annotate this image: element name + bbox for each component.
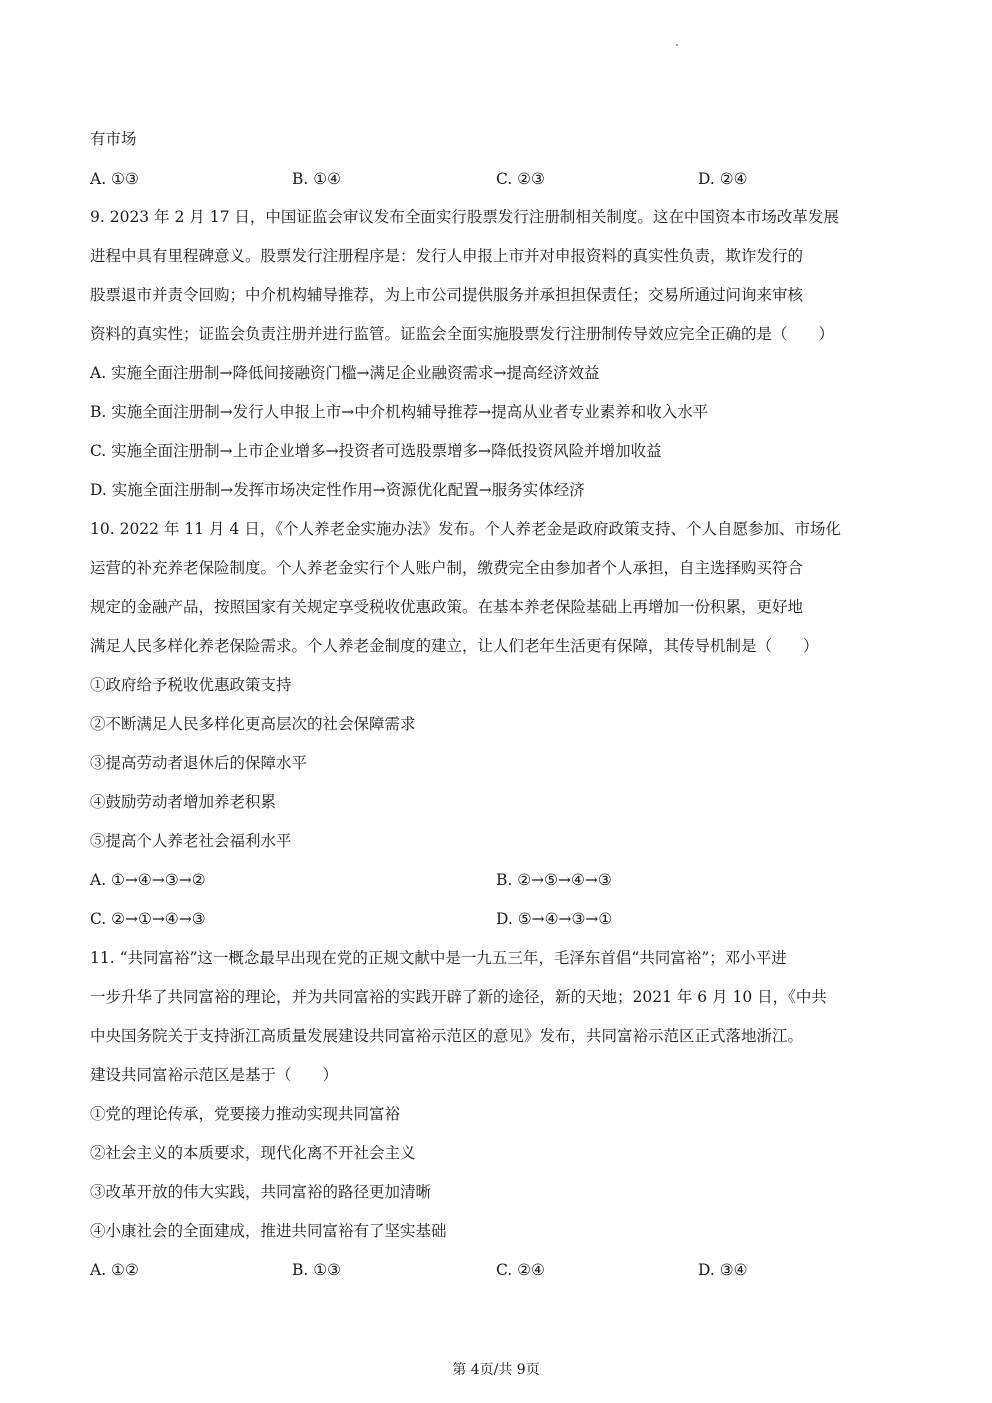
q10-line: 满足人民多样化养老保险需求。个人养老金制度的建立，让人们老年生活更有保障，其传导机制是（ ） xyxy=(90,637,819,655)
q10-line: 运营的补充养老保险制度。个人养老金实行个人账户制，缴费完全由参加者个人承担，自主选择购买符合 xyxy=(90,559,804,577)
q11-line: 中央国务院关于支持浙江高质量发展建设共同富裕示范区的意见》发布，共同富裕示范区正式落地浙江。 xyxy=(90,1027,804,1045)
q9-option-c: C. 实施全面注册制→上市企业增多→投资者可选股票增多→降低投资风险并增加收益 xyxy=(90,442,662,460)
q10-item: ④鼓励劳动者增加养老积累 xyxy=(90,793,277,811)
q8-option-c: C. ②③ xyxy=(496,170,545,188)
q11-option-c: C. ②④ xyxy=(496,1261,545,1279)
q9-line: 9. 2023 年 2 月 17 日，中国证监会审议发布全面实行股票发行注册制相关制度。这在中国资本市场改革发展 xyxy=(90,208,839,226)
q8-option-d: D. ②④ xyxy=(698,170,748,188)
q11-item: ④小康社会的全面建成，推进共同富裕有了坚实基础 xyxy=(90,1222,447,1240)
q11-item: ③改革开放的伟大实践，共同富裕的路径更加清晰 xyxy=(90,1183,432,1201)
q11-line: 一步升华了共同富裕的理论，并为共同富裕的实践开辟了新的途径，新的天地；2021 年 6 月 10 日，《中共 xyxy=(90,988,827,1006)
q8-option-b: B. ①④ xyxy=(292,170,342,188)
q10-line: 10. 2022 年 11 月 4 日，《个人养老金实施办法》发布。个人养老金是政府政策支持、个人自愿参加、市场化 xyxy=(90,520,841,538)
q9-option-d: D. 实施全面注册制→发挥市场决定性作用→资源优化配置→服务实体经济 xyxy=(90,481,585,499)
page-footer: 第 4页/共 9页 xyxy=(452,1362,540,1378)
q8-option-a: A. ①③ xyxy=(90,170,139,188)
q9-line: 资料的真实性；证监会负责注册并进行监管。证监会全面实施股票发行注册制传导效应完全正确的是（ ） xyxy=(90,325,835,343)
top-fragment: 有市场 xyxy=(90,130,137,148)
q9-option-a: A. 实施全面注册制→降低间接融资门槛→满足企业融资需求→提高经济效益 xyxy=(90,364,600,382)
scan-mark xyxy=(676,44,678,46)
q10-option-c: C. ②→①→④→③ xyxy=(90,910,206,928)
q11-option-b: B. ①③ xyxy=(292,1261,342,1279)
q9-line: 股票退市并责令回购；中介机构辅导推荐，为上市公司提供服务并承担担保责任；交易所通过问询来审核 xyxy=(90,286,804,304)
q11-option-a: A. ①② xyxy=(90,1261,139,1279)
q11-line: 建设共同富裕示范区是基于（ ） xyxy=(90,1066,339,1084)
q10-item: ②不断满足人民多样化更高层次的社会保障需求 xyxy=(90,715,416,733)
q10-item: ⑤提高个人养老社会福利水平 xyxy=(90,832,292,850)
q9-option-b: B. 实施全面注册制→发行人申报上市→中介机构辅导推荐→提高从业者专业素养和收入水平 xyxy=(90,403,709,421)
q10-item: ③提高劳动者退休后的保障水平 xyxy=(90,754,308,772)
q11-line: 11. “共同富裕”这一概念最早出现在党的正规文献中是一九五三年，毛泽东首倡“共同富裕”；邓小平进 xyxy=(90,949,787,967)
q10-option-a: A. ①→④→③→② xyxy=(90,871,206,889)
q11-option-d: D. ③④ xyxy=(698,1261,748,1279)
q11-item: ②社会主义的本质要求，现代化离不开社会主义 xyxy=(90,1144,416,1162)
q9-line: 进程中具有里程碑意义。股票发行注册程序是：发行人申报上市并对申报资料的真实性负责，欺诈发行的 xyxy=(90,247,804,265)
q10-option-d: D. ⑤→④→③→① xyxy=(496,910,613,928)
q10-item: ①政府给予税收优惠政策支持 xyxy=(90,676,292,694)
q11-item: ①党的理论传承，党要接力推动实现共同富裕 xyxy=(90,1105,401,1123)
q10-line: 规定的金融产品，按照国家有关规定享受税收优惠政策。在基本养老保险基础上再增加一份积累，更好地 xyxy=(90,598,804,616)
q10-option-b: B. ②→⑤→④→③ xyxy=(496,871,612,889)
